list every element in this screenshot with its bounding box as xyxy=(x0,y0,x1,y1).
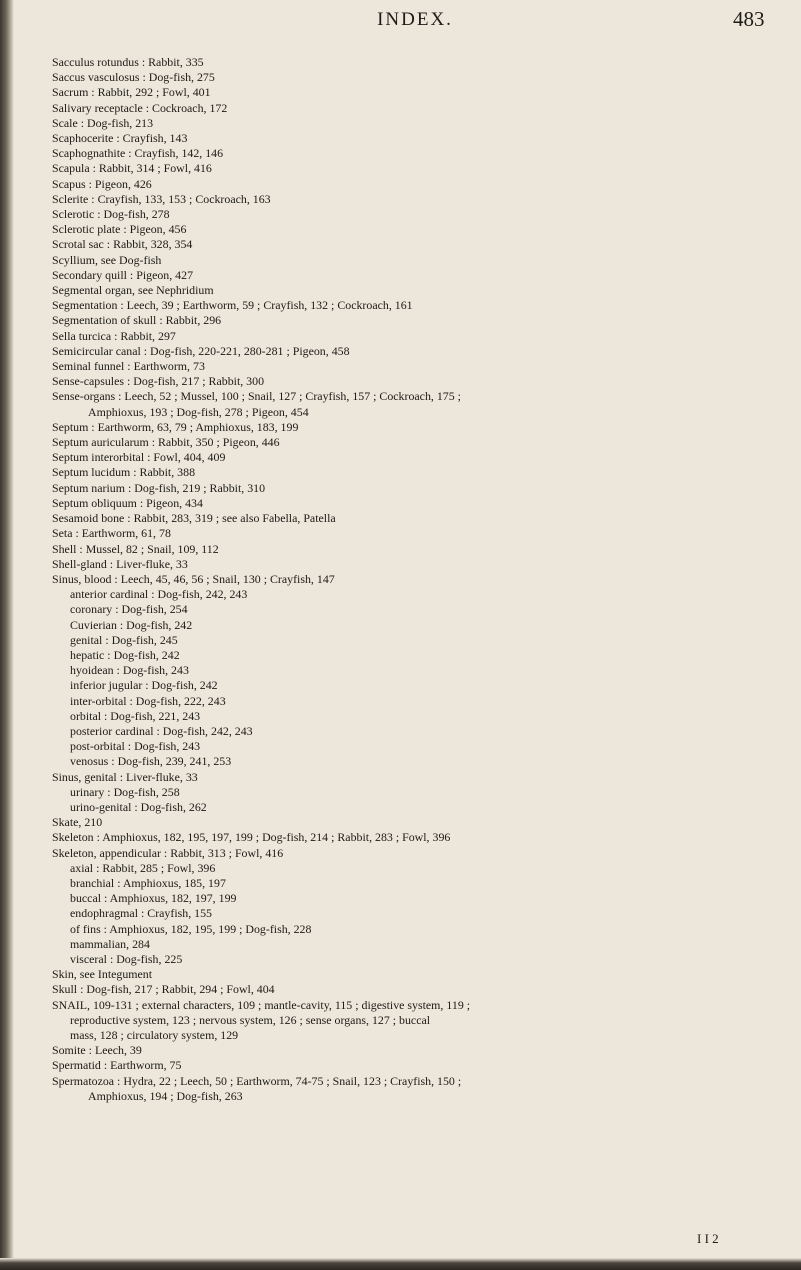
index-entry: Septum interorbital : Fowl, 404, 409 xyxy=(52,450,226,465)
index-entry: Scapus : Pigeon, 426 xyxy=(52,176,152,191)
index-subentry: hyoidean : Dog-fish, 243 xyxy=(70,663,189,678)
index-entries xyxy=(52,55,792,1104)
book-spine-shadow xyxy=(0,0,14,1270)
index-entry: Scaphocerite : Crayfish, 143 xyxy=(52,131,188,146)
index-entry: Spermatozoa : Hydra, 22 ; Leech, 50 ; Earthworm, 74-75 ; Snail, 123 ; Crayfish, 150 ; xyxy=(52,1073,462,1088)
index-subentry: mammalian, 284 xyxy=(70,936,150,951)
index-subentry: coronary : Dog-fish, 254 xyxy=(70,602,188,617)
index-entry: Salivary receptacle : Cockroach, 172 xyxy=(52,100,228,115)
index-entry: Seminal funnel : Earthworm, 73 xyxy=(52,359,205,374)
index-subentry: anterior cardinal : Dog-fish, 242, 243 xyxy=(70,587,248,602)
index-entry: Scrotal sac : Rabbit, 328, 354 xyxy=(52,237,193,252)
index-subentry: post-orbital : Dog-fish, 243 xyxy=(70,739,201,754)
index-entry: Shell-gland : Liver-fluke, 33 xyxy=(52,556,188,571)
index-entry: Septum : Earthworm, 63, 79 ; Amphioxus, 183, 199 xyxy=(52,419,299,434)
index-entry: Sinus, genital : Liver-fluke, 33 xyxy=(52,769,198,784)
index-entry: Skeleton, appendicular : Rabbit, 313 ; Fowl, 416 xyxy=(52,845,284,860)
index-entry: Secondary quill : Pigeon, 427 xyxy=(52,267,194,282)
index-subentry: visceral : Dog-fish, 225 xyxy=(70,951,183,966)
page-bottom-edge xyxy=(0,1258,801,1270)
index-entry: Septum auricularum : Rabbit, 350 ; Pigeon, 446 xyxy=(52,435,280,450)
index-subentry: venosus : Dog-fish, 239, 241, 253 xyxy=(70,754,232,769)
index-subentry: reproductive system, 123 ; nervous system, 126 ; sense organs, 127 ; buccal xyxy=(70,1012,431,1027)
index-entry: Semicircular canal : Dog-fish, 220-221, 280-281 ; Pigeon, 458 xyxy=(52,343,350,358)
index-subentry: urino-genital : Dog-fish, 262 xyxy=(70,799,207,814)
index-subentry: inferior jugular : Dog-fish, 242 xyxy=(70,678,218,693)
index-entry: Scapula : Rabbit, 314 ; Fowl, 416 xyxy=(52,161,212,176)
index-entry: Septum obliquum : Pigeon, 434 xyxy=(52,495,203,510)
index-subentry: urinary : Dog-fish, 258 xyxy=(70,784,180,799)
index-entry: Saccus vasculosus : Dog-fish, 275 xyxy=(52,70,215,85)
index-subentry: Cuvierian : Dog-fish, 242 xyxy=(70,617,193,632)
index-subentry: Amphioxus, 194 ; Dog-fish, 263 xyxy=(88,1088,243,1103)
index-entry: Sacrum : Rabbit, 292 ; Fowl, 401 xyxy=(52,85,211,100)
signature-mark: I I 2 xyxy=(697,1231,719,1246)
index-entry: Scyllium, see Dog-fish xyxy=(52,252,162,267)
index-entry: Scale : Dog-fish, 213 xyxy=(52,115,154,130)
index-entry: Septum narium : Dog-fish, 219 ; Rabbit, 310 xyxy=(52,480,266,495)
index-subentry: inter-orbital : Dog-fish, 222, 243 xyxy=(70,693,226,708)
index-entry: Sesamoid bone : Rabbit, 283, 319 ; see also Fabella, Patella xyxy=(52,511,336,526)
index-entry: Sinus, blood : Leech, 45, 46, 56 ; Snail, 130 ; Crayfish, 147 xyxy=(52,571,335,586)
index-entry: SNAIL, 109-131 ; external characters, 109 ; mantle-cavity, 115 ; digestive system, 119 ; xyxy=(52,997,471,1012)
index-subentry: branchial : Amphioxus, 185, 197 xyxy=(70,875,226,890)
index-entry: Shell : Mussel, 82 ; Snail, 109, 112 xyxy=(52,541,219,556)
page-header-title: INDEX. xyxy=(377,9,453,30)
index-subentry: hepatic : Dog-fish, 242 xyxy=(70,647,180,662)
page-number: 483 xyxy=(733,7,765,31)
index-subentry: genital : Dog-fish, 245 xyxy=(70,632,178,647)
index-entry: Segmentation : Leech, 39 ; Earthworm, 59 ; Crayfish, 132 ; Cockroach, 161 xyxy=(52,298,413,313)
index-entry: Sense-organs : Leech, 52 ; Mussel, 100 ; Snail, 127 ; Crayfish, 157 ; Cockroach, 175 ; xyxy=(52,389,461,404)
index-entry: Septum lucidum : Rabbit, 388 xyxy=(52,465,196,480)
index-subentry: buccal : Amphioxus, 182, 197, 199 xyxy=(70,891,237,906)
index-subentry: Amphioxus, 193 ; Dog-fish, 278 ; Pigeon, 454 xyxy=(88,404,309,419)
index-entry: Sclerotic : Dog-fish, 278 xyxy=(52,207,170,222)
index-subentry: of fins : Amphioxus, 182, 195, 199 ; Dog-fish, 228 xyxy=(70,921,312,936)
index-entry: Segmentation of skull : Rabbit, 296 xyxy=(52,313,222,328)
index-entry: Skull : Dog-fish, 217 ; Rabbit, 294 ; Fowl, 404 xyxy=(52,982,275,997)
index-entry: Segmental organ, see Nephridium xyxy=(52,283,214,298)
index-entry: Seta : Earthworm, 61, 78 xyxy=(52,526,171,541)
index-entry: Sella turcica : Rabbit, 297 xyxy=(52,328,176,343)
index-entry: Skeleton : Amphioxus, 182, 195, 197, 199 ; Dog-fish, 214 ; Rabbit, 283 ; Fowl, 396 xyxy=(52,830,451,845)
index-entry: Somite : Leech, 39 xyxy=(52,1043,142,1058)
index-entry: Skin, see Integument xyxy=(52,967,153,982)
index-entry: Skate, 210 xyxy=(52,815,103,830)
index-subentry: orbital : Dog-fish, 221, 243 xyxy=(70,708,201,723)
index-entry: Sense-capsules : Dog-fish, 217 ; Rabbit, 300 xyxy=(52,374,265,389)
index-subentry: mass, 128 ; circulatory system, 129 xyxy=(70,1028,239,1042)
index-entry: Sacculus rotundus : Rabbit, 335 xyxy=(52,55,204,69)
index-entry: Sclerite : Crayfish, 133, 153 ; Cockroach, 163 xyxy=(52,191,271,206)
index-subentry: posterior cardinal : Dog-fish, 242, 243 xyxy=(70,723,253,738)
index-subentry: endophragmal : Crayfish, 155 xyxy=(70,906,212,921)
index-entry: Scaphognathite : Crayfish, 142, 146 xyxy=(52,146,224,161)
index-entry: Sclerotic plate : Pigeon, 456 xyxy=(52,222,187,237)
index-entry: Spermatid : Earthworm, 75 xyxy=(52,1058,182,1073)
index-subentry: axial : Rabbit, 285 ; Fowl, 396 xyxy=(70,860,216,875)
